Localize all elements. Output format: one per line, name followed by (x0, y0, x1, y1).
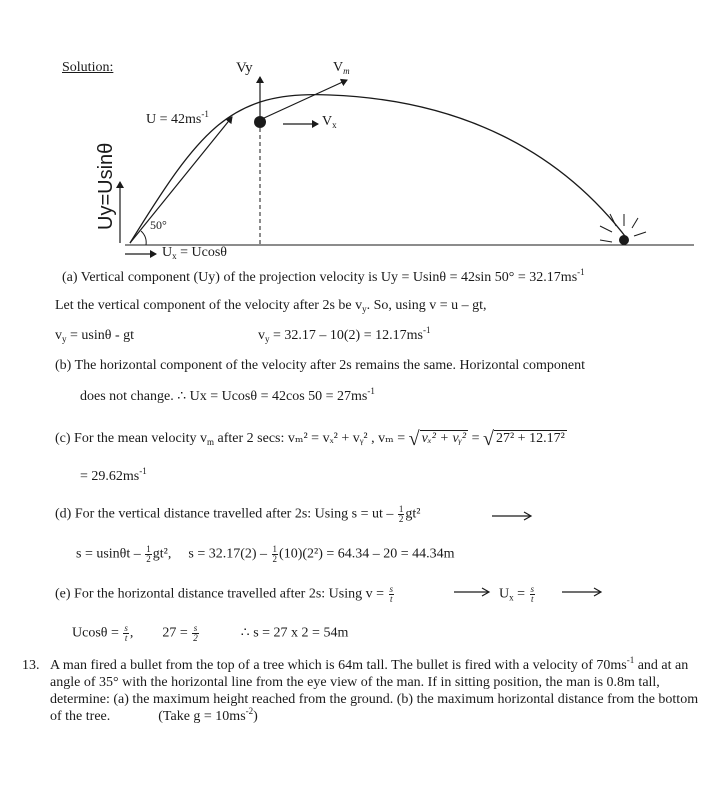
part-a-eq-right: $v_y = 32.17 - 10(2) = 12.17ms^{-1}$ (258, 325, 431, 344)
velocity-u-arrow (130, 117, 232, 243)
part-e-line1: (e) For the horizontal distance travelled after 2s: Using v = $\frac{s}{t}$ (55, 584, 394, 604)
u-label: $U = 42ms^{-1}$ (146, 109, 209, 127)
sqrt-components: vₓ² + vᵧ² (421, 431, 467, 446)
problem-13-number: 13. (22, 658, 40, 673)
vm-label: $V_m$ (333, 60, 350, 76)
vy-text: Vy (236, 60, 253, 76)
uy-vertical-label: Uy=Usinθ (95, 142, 117, 230)
part-b-line1: (b) The horizontal component of the velocity after 2s remains the same. Horizontal component (55, 358, 586, 373)
angle-arc (141, 231, 146, 245)
ux-label: $U_x = Ucos\theta$ (162, 245, 227, 261)
part-b-line2: does not change. ∴ Ux = Ucosθ = 42cos $50 = 27ms^{-1}$ (80, 386, 375, 404)
part-c-line: (c) For the mean velocity $v_m$ after 2 secs: vₘ² = vₓ² + vᵧ² , vₘ = √ vₓ² + vᵧ² = √ 27² + 12.17² (55, 428, 565, 450)
arrow-d1 (490, 510, 534, 522)
sqrt-numbers: 27² + 12.17² (495, 431, 565, 446)
vy-label (236, 61, 253, 76)
part-c-result: = $29.62ms^{-1}$ (80, 466, 147, 484)
part-a-line1: (a) Vertical component (Uy) of the projection velocity is Uy = Usinθ = 42sin $50^\circ = 32.17ms^{-1}$ (62, 267, 585, 285)
solution-heading: Solution: (62, 60, 114, 75)
part-d-line1: (d) For the vertical distance travelled after 2s: Using s = ut – $\frac{1}{2}$ gt² (55, 504, 421, 524)
angle-label: 50° (150, 218, 167, 232)
part-a-line2: Let the vertical component of the velocity after 2s be $v_y$. So, using v = u – gt, (55, 298, 487, 314)
vm-arrow (264, 80, 347, 118)
problem-13-text: A man fired a bullet from the top of a tree which is 64m tall. The bullet is fired with a velocity of $70ms^{-1}$ and at an angle of 35° with the horizontal line from the eye view of the man. If in sitting position, the man is 0.8m tall, determine: (a) the maximum height reached from the ground. (b) the maximum horizontal distance from the bottom of the tree. (Take $g = 10ms^{-2}$) (50, 655, 699, 724)
part-e-eqs: Ucosθ = $\frac{s}{t}$ , 27 = $\frac{s}{2}$ ∴ s = 27 x 2 = 54m (72, 623, 349, 643)
part-d-eq: s = usinθt – $\frac{1}{2}$ gt², s = 32.17(2) – $\frac{1}{2}$ (10)(2²) = 64.34 – 20 = 44.34m (76, 544, 455, 564)
part-e-ux: $U_x$ = $\frac{s}{t}$ (499, 584, 535, 604)
arrow-e2 (560, 586, 604, 598)
part-a-eq-left: $v_y = usin\theta$ - gt (55, 328, 134, 344)
problem-13 (22, 657, 712, 725)
landing-ball (619, 235, 629, 245)
arrow-e1 (452, 586, 492, 598)
vx-label: $V_x$ (322, 114, 337, 130)
